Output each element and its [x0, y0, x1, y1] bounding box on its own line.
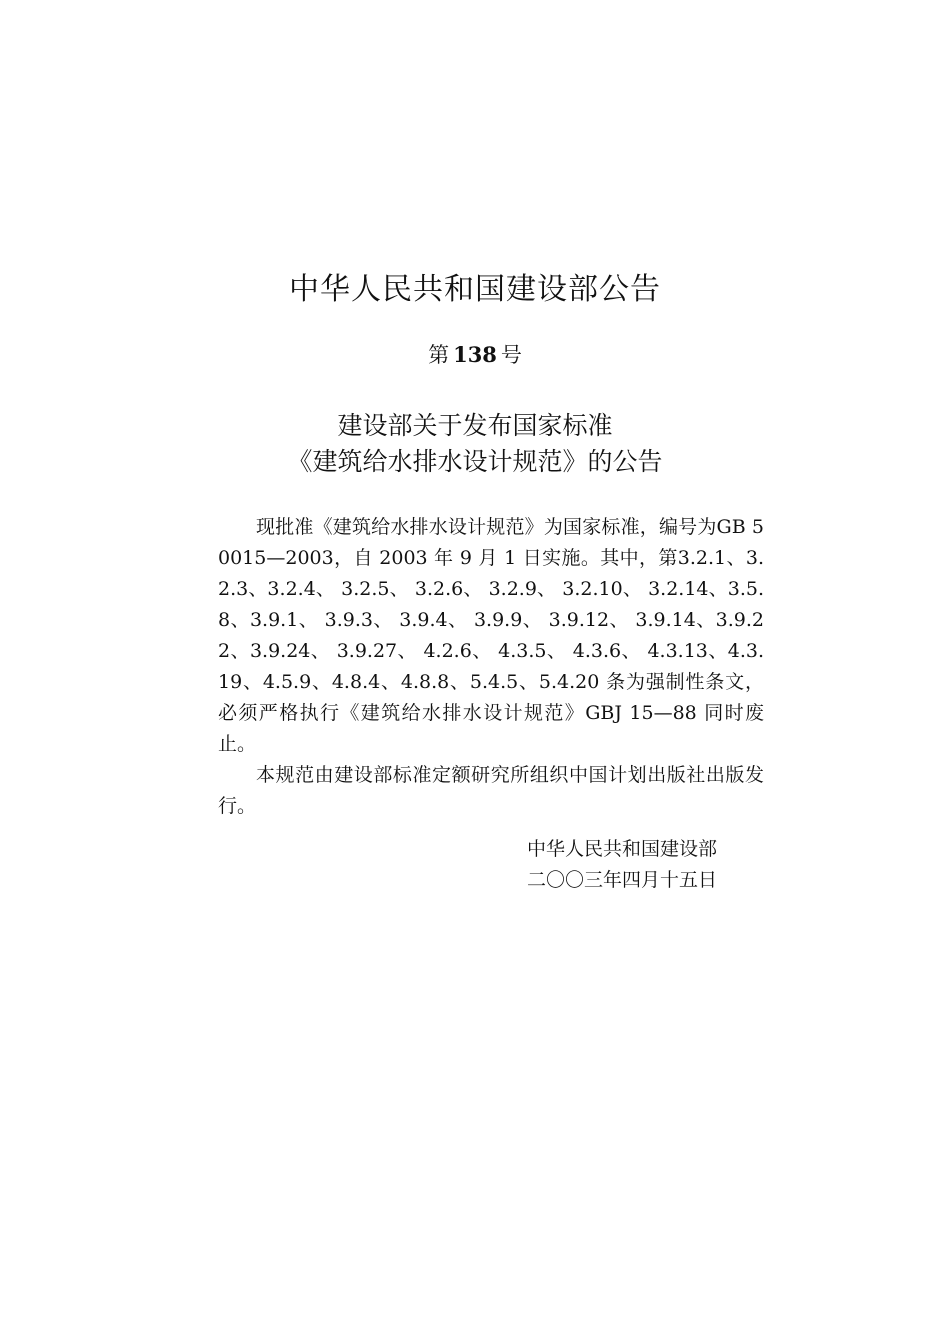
body-paragraph-2: 本规范由建设部标准定额研究所组织中国计划出版社出版发行。: [218, 764, 764, 817]
subtitle-line-2: 《建筑给水排水设计规范》的公告: [287, 447, 663, 476]
body-paragraph-1: 现批准《建筑给水排水设计规范》为国家标准，编号为GB 50015—2003，自 2003 年 9 月 1 日实施。其中，第3.2.1、3.2.3、3.2.4、 3.2.5、 3.2.6、 3.2.9、 3.2.10、 3.2.14、3.5.8、3.9.1、 3.9.3、 3.9.4、 3.9.9、 3.9.12、 3.9.14、3.9.22、3.9.24、 3.9.27、 4.2.6、 4.3.5、 4.3.6、 4.3.13、4.3.19、4.5.9、4.8.4、4.8.8、5.4.5、5.4.20 条为强制性条文，必须严格执行《建筑给水排水设计规范》GBJ 15—88 同时废止。: [218, 516, 764, 755]
subtitle-line-1: 建设部关于发布国家标准: [337, 411, 613, 440]
announcement-body: [218, 512, 764, 822]
number-prefix: 第: [428, 343, 450, 367]
signature-block: [527, 834, 717, 896]
number-value: 138: [453, 342, 497, 367]
issue-date: 二〇〇三年四月十五日: [527, 869, 718, 891]
issuer-name: 中华人民共和国建设部: [527, 838, 718, 860]
number-suffix: 号: [500, 343, 522, 367]
announcement-title: 中华人民共和国建设部公告: [289, 272, 661, 307]
announcement-number: [0, 340, 950, 370]
announcement-subtitle: [0, 408, 950, 480]
